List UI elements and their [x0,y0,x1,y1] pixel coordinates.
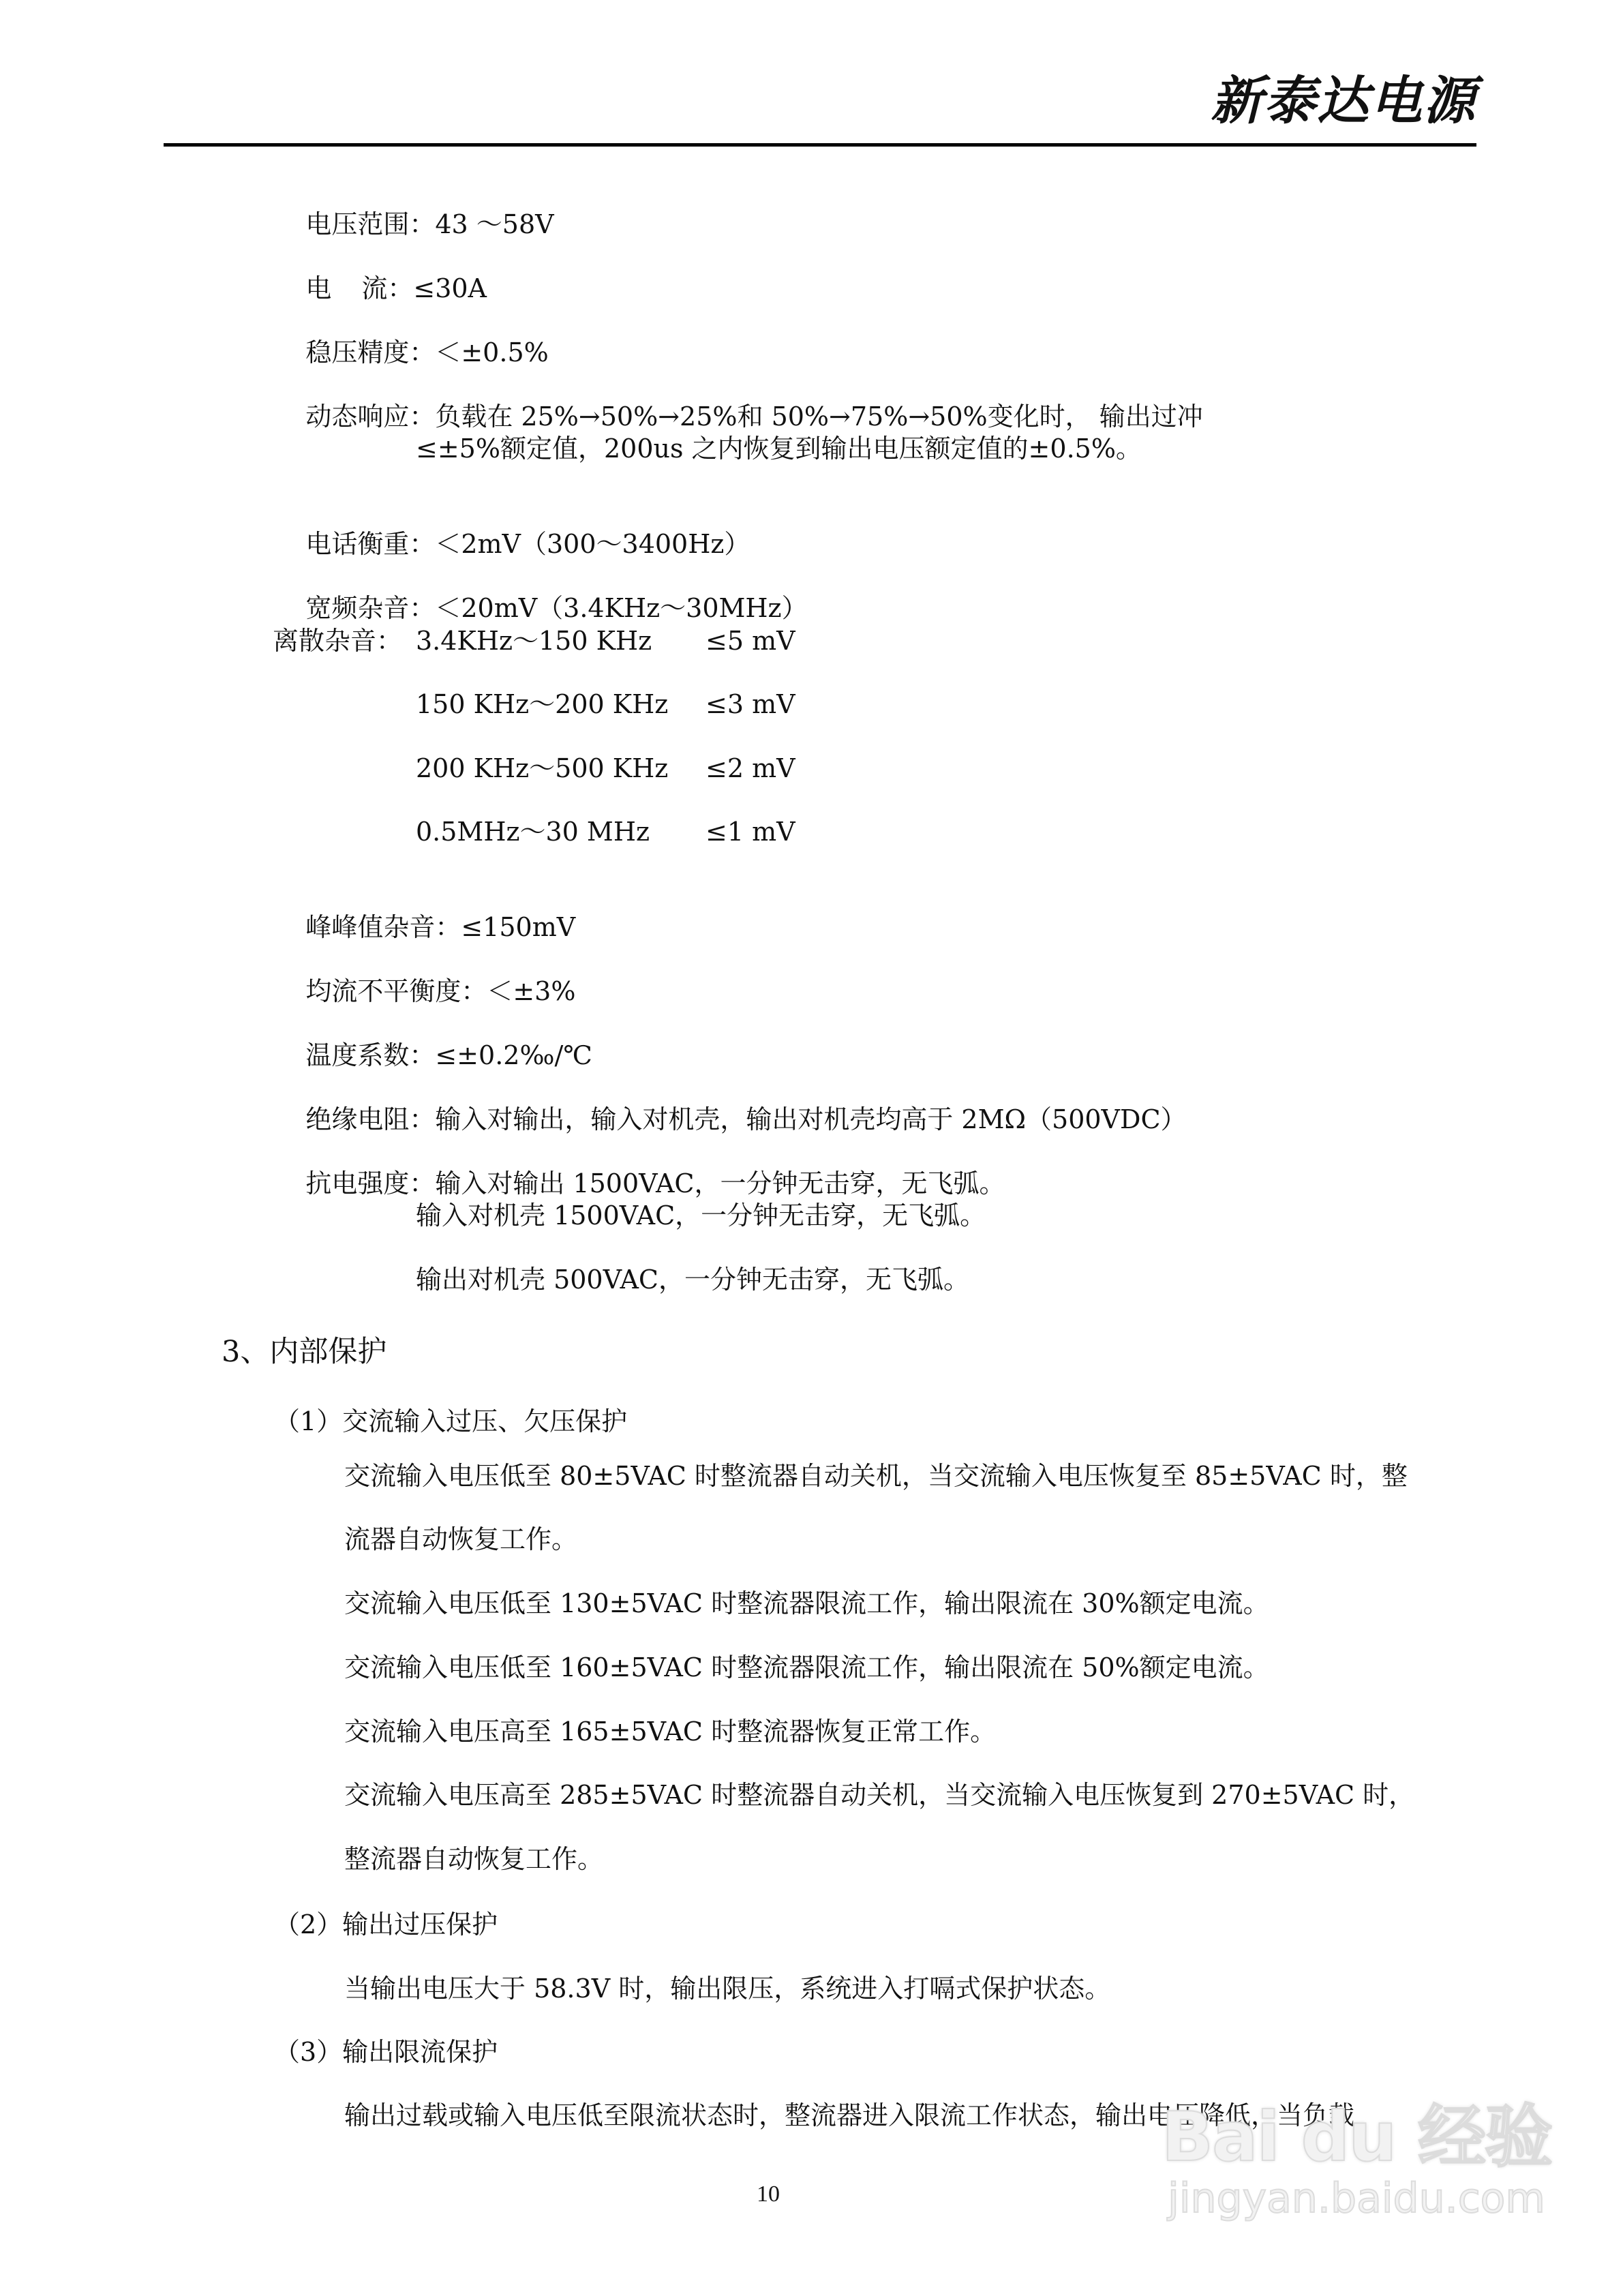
spec-label-part: 流： [361,273,414,303]
spec-value: ≤±0.2‰/℃ [435,1040,592,1070]
spec-dielectric-cont: 输入对机壳 1500VAC，一分钟无击穿，无飞弧。 [416,1200,986,1230]
spec-value: ≤30A [413,273,487,303]
discrete-range: 200 KHz～500 KHz [416,753,669,783]
spec-value: ＜±0.5% [435,337,549,367]
spec-label: 均流不平衡度： [305,976,487,1006]
paragraph-line: 交流输入电压低至 160±5VAC 时整流器限流工作，输出限流在 50%额定电流。 [344,1652,1269,1682]
baidu-watermark [1152,2097,1561,2277]
subsection-title: （2）输出过压保护 [274,1909,498,1939]
header-rule [164,143,1476,147]
discrete-limit: ≤1 mV [706,817,795,847]
spec-label: 绝缘电阻： [305,1104,436,1134]
watermark-logo: Bai du 经验 [1161,2097,1552,2177]
spec-value: ＜20mV（3.4KHz～30MHz） [435,593,808,623]
discrete-range: 3.4KHz～150 KHz [416,626,652,656]
spec-value: ≤150mV [461,912,576,942]
discrete-limit: ≤2 mV [706,753,795,783]
subsection-title: （3）输出限流保护 [274,2037,498,2067]
header-title: 新泰达电源 [1211,70,1476,131]
spec-label: 抗电强度： [305,1168,436,1198]
paragraph-line: 交流输入电压低至 130±5VAC 时整流器限流工作，输出限流在 30%额定电流。 [344,1588,1269,1618]
paragraph-line: 输出过载或输入电压低至限流状态时，整流器进入限流工作状态，输出电压降低，当负载 [344,2100,1355,2130]
spec-label: 稳压精度： [305,337,436,367]
paragraph-line: 交流输入电压高至 285±5VAC 时整流器自动关机，当交流输入电压恢复到 270±5VAC 时， [344,1780,1415,1810]
spec-label: 峰峰值杂音： [305,912,461,942]
paragraph-line: 整流器自动恢复工作。 [344,1844,604,1874]
spec-label: 离散杂音： [273,626,403,656]
spec-value: ＜±3% [487,976,576,1006]
spec-value: 43 ～58V [435,209,554,239]
spec-dielectric-cont: 输出对机壳 500VAC，一分钟无击穿，无飞弧。 [416,1265,969,1295]
page-number: 10 [757,2181,780,2207]
spec-label-part: 电 [305,273,332,303]
subsection-title: （1）交流输入过压、欠压保护 [274,1406,628,1436]
discrete-limit: ≤5 mV [706,626,795,656]
spec-label: 温度系数： [305,1040,436,1070]
discrete-range: 0.5MHz～30 MHz [416,817,650,847]
spec-value: 输入对输出 1500VAC，一分钟无击穿，无飞弧。 [435,1168,1005,1198]
discrete-limit: ≤3 mV [706,689,795,719]
paragraph-line: 交流输入电压低至 80±5VAC 时整流器自动关机，当交流输入电压恢复至 85±5VAC 时，整 [344,1461,1408,1491]
spec-label: 宽频杂音： [305,593,436,623]
section-heading: 3、内部保护 [222,1335,387,1369]
paragraph-line: 当输出电压大于 58.3V 时，输出限压，系统进入打嗝式保护状态。 [344,1974,1111,2004]
spec-dynamic-response-cont: ≤±5%额定值，200us 之内恢复到输出电压额定值的±0.5%。 [416,434,1142,464]
spec-value: 负载在 25%→50%→25%和 50%→75%→50%变化时， 输出过冲 [435,402,1203,432]
spec-value: 输入对输出，输入对机壳，输出对机壳均高于 2MΩ（500VDC） [435,1104,1187,1134]
spec-label: 电话衡重： [305,529,436,559]
discrete-range: 150 KHz～200 KHz [416,689,669,719]
spec-label: 动态响应： [305,402,436,432]
paragraph-line: 流器自动恢复工作。 [344,1524,578,1554]
watermark-url: jingyan.baidu.com [1168,2175,1545,2222]
spec-value: ＜2mV（300～3400Hz） [435,529,750,559]
paragraph-line: 交流输入电压高至 165±5VAC 时整流器恢复正常工作。 [344,1717,997,1747]
spec-label: 电压范围： [305,209,436,239]
